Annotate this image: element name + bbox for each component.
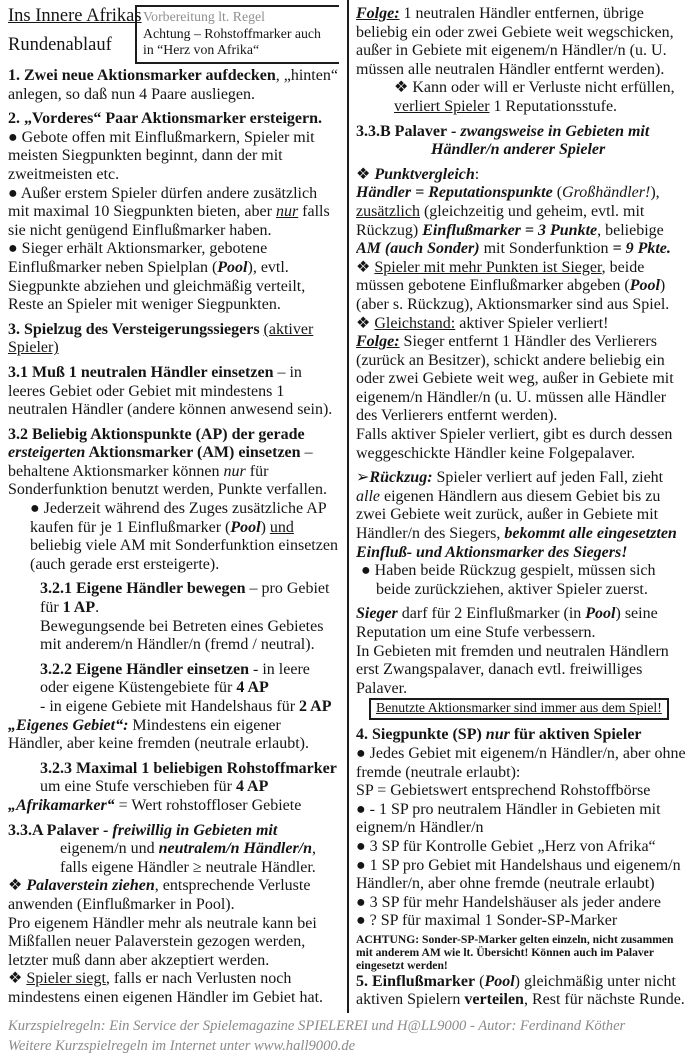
footer-line1: Kurzspielregeln: Ein Service der Spielemagazine SPIELEREI und H@LL9000 - Autor: Ferdinand Köther: [8, 1018, 626, 1034]
rule-3-2-2: [8, 661, 339, 698]
text-run: Pool: [585, 605, 616, 623]
bullet-sonder-sp: [356, 912, 690, 931]
text-run: Großhändler!: [562, 184, 651, 202]
text-run: 3.3.A Palaver: [8, 821, 100, 839]
rule-3-2-1-note: [8, 618, 339, 655]
text-run: mit Sonderfunktion: [479, 240, 613, 258]
text-run: darf für 2 Einflußmarker (in: [397, 605, 586, 623]
bullet-3-sp-kontrolle: [356, 838, 690, 857]
right-column: [356, 0, 690, 1015]
sieger-punkte-item: [356, 259, 690, 315]
page-title: Ins Innere Afrikas: [8, 6, 142, 26]
text-run: Pool: [230, 518, 261, 536]
text-run: 2. „Vorderes“ Paar Aktionsmarker ersteigern.: [8, 110, 323, 128]
right-column-paragraphs: [356, 5, 690, 1015]
text-run: nur: [223, 462, 246, 480]
text-run: Spieler verliert auf jeden Fall, zieht: [432, 469, 664, 487]
text-run: ACHTUNG: Sonder-SP-Marker gelten einzeln, nicht zusammen mit anderem AM wie lt. Übersicht! Können auch im Palaver eingesetzt werden!: [356, 932, 674, 973]
text-run: (: [552, 184, 563, 202]
text-run: Falls aktiver Spieler verliert, gibt es durch dessen weggeschickte Händler keine Folgepalaver.: [356, 426, 673, 462]
palaverstein-item: [8, 877, 339, 914]
preparation-note-line3: in “Herz von Afrika“: [143, 42, 260, 57]
text-run: - freiwillig in Gebieten mit: [99, 821, 278, 839]
zwangspalaver-note: [356, 643, 690, 680]
text-run: ) seine Reputation um eine Stufe verbessern.: [356, 605, 658, 641]
rule-3-3-a: [8, 822, 339, 841]
text-run: nur: [485, 726, 510, 744]
text-run: , falls er nach Verlusten noch mindestens einen eigenen Händler im Gebiet hat.: [8, 970, 324, 1006]
text-run: „Afrikamarker“: [8, 796, 115, 814]
text-run: und: [269, 518, 294, 536]
text-run: 4 AP: [235, 778, 269, 796]
text-run: neutralem/n Händler/n: [158, 840, 313, 858]
text-run: 3.2.2 Eigene Händler einsetzen: [40, 660, 250, 678]
text-run: 1 AP: [62, 599, 96, 617]
text-run: Gleichstand:: [374, 314, 456, 332]
achtung-note: [356, 933, 690, 973]
page-footer: [8, 1017, 688, 1056]
rule-2-heading: [8, 110, 339, 129]
text-run: ❖: [8, 877, 27, 895]
aktionsmarker-note-box: [369, 698, 669, 720]
text-run: ● Haben beide Rückzug gespielt, müssen sich beide zurückziehen, aktiver Spieler zuerst.: [361, 562, 656, 598]
text-run: – in leeres Gebiet oder Gebiet mit mindestens 1 neutralen Händler (andere können anwesend sein).: [8, 363, 333, 419]
text-run: Spieler mit mehr Punkten ist Sieger: [374, 258, 602, 276]
text-run: ● 1 SP pro Gebiet mit Handelshaus und eigenem/n Händler/n, aber ohne fremde (neutrale erlaubt): [356, 856, 681, 893]
text-run: Sieger entfernt 1 Händler des Verlierers (zurück an Besitzer), schickt andere beliebig ein oder zwei Gebiete weit weg, außer in Gebiete mit eigenem/n Händler/n (u. U. müssen alle Händler des Verlierers entfernt werden).: [356, 333, 674, 425]
bullet-1-sp-handelshaus: [356, 857, 690, 894]
rule-3-3-a-line3: [8, 859, 339, 878]
rule-3-heading: [8, 321, 339, 358]
text-run: - in leere oder eigene Küstengebiete für: [40, 660, 310, 697]
text-run: 5. Einflußmarker: [356, 972, 476, 990]
text-run: 1 Reputationsstufe.: [489, 97, 618, 115]
text-run: = Wert rohstoffloser Gebiete: [114, 796, 302, 814]
rule-3-3-a-line2: [8, 840, 339, 859]
text-run: falls eigene Händler ≥ neutrale Händler.: [60, 858, 316, 876]
rule-3-2-2-line2: [8, 698, 339, 717]
preparation-note-box: [135, 5, 339, 64]
text-run: Folge:: [356, 333, 400, 351]
text-run: ❖: [8, 970, 27, 988]
text-run: In Gebieten mit fremden und neutralen Händlern erst Zwangspalaver, danach evtl. freiwilliges: [356, 642, 669, 679]
text-run: Händler = Reputationspunkte: [356, 184, 553, 202]
rule-3-3-b: [356, 123, 690, 142]
text-run: 3.2.3 Maximal 1 beliebigen Rohstoffmarker: [40, 759, 337, 777]
text-run: alle: [356, 487, 380, 505]
text-run: ❖: [356, 314, 375, 332]
text-run: aktiver Spieler verliert!: [455, 314, 609, 332]
text-run: ): [260, 518, 270, 536]
rule-1-heading: [8, 67, 339, 104]
text-run: 3.2.1 Eigene Händler bewegen: [40, 580, 246, 598]
text-run: ersteigerten: [8, 444, 86, 462]
text-run: falls sie nicht genügend Einflußmarker haben.: [8, 203, 330, 239]
rueckzug-para: [356, 469, 690, 562]
text-run: bekommt alle eingesetzten Einfluß- und Aktionsmarker des Siegers!: [356, 525, 677, 561]
text-run: ❖: [356, 258, 375, 276]
left-column: [0, 0, 339, 1014]
text-run: (: [475, 972, 485, 990]
rule-3-2-3: [8, 760, 339, 797]
left-column-paragraphs: [8, 67, 339, 1008]
afrikamarker-note: [8, 797, 339, 816]
folge-sieger: [356, 333, 690, 426]
text-run: ) (aber s. Rückzug), Aktionsmarker sind aus Spiel.: [356, 277, 670, 313]
palaver-box-line: [356, 680, 690, 721]
text-run: ● Jedes Gebiet mit eigenem/n Händler/n, aber ohne fremde (neutrale erlaubt):: [356, 744, 686, 781]
text-run: , beide müssen gebotene Einflußmarker abgeben (: [356, 258, 645, 295]
text-run: „Eigenes Gebiet“:: [8, 716, 129, 734]
text-run: eigenen Händlern aus diesem Gebiet bis zu zwei Gebiete weit zurück, außer in Gebiete mit Händler/n des Siegers,: [356, 487, 661, 543]
text-run: ● Jederzeit während des Zuges zusätzliche AP kaufen für je 1 Einflußmarker (: [30, 500, 327, 536]
text-run: ● 3 SP für mehr Handelshäuser als jeder andere: [356, 893, 661, 911]
text-run: Palaverstein ziehen: [26, 877, 155, 895]
text-run: Aktionsmarker (AM) einsetzen: [85, 444, 301, 462]
text-run: 4. Siegpunkte (SP): [356, 726, 486, 744]
footer-line2: Weitere Kurzspielregeln im Internet unter www.hall9000.de: [8, 1037, 356, 1054]
text-run: verteilen: [464, 991, 524, 1009]
palaver-note: [8, 915, 339, 971]
text-run: Pool: [217, 258, 248, 276]
bullet-jedes-gebiet: [356, 745, 690, 782]
text-run: ● 3 SP für Kontrolle Gebiet „Herz von Afrika“: [356, 837, 656, 855]
text-run: ● ? SP für maximal 1 Sonder-SP-Marker: [356, 912, 618, 930]
text-run: = 9 Pkte.: [612, 240, 671, 258]
bullet-gebote: [8, 129, 339, 185]
text-run: Folge:: [356, 5, 400, 22]
folgepalaver-note: [356, 426, 690, 463]
text-run: Händler/n anderer Spieler: [431, 141, 606, 159]
text-run: ), evtl. Siegpunkte abziehen und gleichmäßig verteilt, Reste an Spieler mit weniger Siegpunkten.: [8, 258, 306, 314]
text-run: zusätzlich: [356, 202, 420, 220]
text-run: 3.3.B Palaver: [356, 122, 448, 140]
text-run: ❖ Kann oder will er Verluste nicht erfüllen,: [394, 79, 675, 97]
spieler-siegt-item: [8, 970, 339, 1007]
rule-3-3-b-line2: [356, 141, 690, 160]
text-run: für Sonderfunktion benutzt werden, Punkte verfallen.: [8, 462, 328, 499]
text-run: , Rest für nächste Runde.: [523, 991, 685, 1009]
text-run: SP = Gebietswert entsprechend Rohstoffbörse: [356, 782, 651, 800]
text-run: , beliebige: [597, 221, 664, 239]
text-run: , entsprechende Verluste anwenden (Einflußmarker in Pool).: [8, 877, 311, 913]
rule-4-heading: [356, 726, 690, 745]
text-run: Punktvergleich: [374, 165, 475, 183]
text-run: 3.2 Beliebig Aktionspunkte (AP) der gerade: [8, 425, 305, 443]
bullet-beide-rueckzug: [356, 562, 690, 599]
page-subtitle: Rundenablauf: [8, 35, 112, 55]
text-run: ● Sieger erhält Aktionsmarker, gebotene Einflußmarker neben Spielplan (: [8, 240, 268, 276]
text-run: für aktiven Spieler: [509, 726, 642, 744]
text-run: - zwangsweise in Gebieten mit: [447, 122, 650, 140]
text-run: – behaltene Aktionsmarker können: [8, 444, 313, 480]
text-run: – pro Gebiet für: [40, 580, 330, 617]
text-run: ● Gebote offen mit Einflußmarkern, Spieler mit meisten Siegpunkten beginnt, dann der mit zweitmeisten etc.: [8, 128, 315, 183]
text-run: 2 AP: [299, 698, 332, 715]
text-run: ),: [650, 184, 660, 202]
kann-verluste-item: [356, 79, 690, 116]
text-run: Spieler siegt: [26, 970, 106, 988]
folge-neutral: [356, 5, 690, 79]
rule-5-heading: [356, 973, 690, 1010]
text-run: ● - 1 SP pro neutralem Händler in Gebieten mit eignem/n Händler/n: [356, 800, 661, 837]
text-run: nur: [275, 203, 299, 221]
text-run: ) gleichmäßig unter nicht aktiven Spielern: [356, 972, 676, 1009]
text-run: verliert Spieler: [394, 97, 490, 115]
aktionsmarker-note-text: Benutzte Aktionsmarker sind immer aus dem Spiel!: [376, 700, 662, 716]
bullet-jederzeit: [8, 500, 339, 574]
text-run: , „hinten“ anlegen, so daß nun 4 Paare ausliegen.: [8, 67, 338, 103]
preparation-note-line1: Vorbereitung lt. Regel: [143, 9, 265, 24]
punktvergleich-item: [356, 166, 690, 185]
text-run: (gleichzeitig und geheim, evtl. mit Rückzug): [356, 202, 645, 239]
preparation-note-line2: Achtung – Rohstoffmarker auch: [143, 25, 321, 41]
text-run: Mindestens ein eigener Händler, aber keine fremden (neutrale erlaubt).: [8, 716, 309, 753]
text-run: Pro eigenem Händler mehr als neutrale kann bei Mißfallen neuer Palaverstein gezogen werden, letzter muß dann aber akzeptiert werden.: [8, 914, 317, 969]
text-run: 3. Spielzug des Versteigerungssiegers: [8, 320, 264, 338]
text-run: ,: [312, 840, 317, 858]
text-run: 1. Zwei neue Aktionsmarker aufdecken: [8, 67, 276, 84]
bullet-minus-1-sp: [356, 801, 690, 838]
text-run: :: [474, 165, 480, 183]
bullet-ausser: [8, 185, 339, 241]
page-header: [8, 4, 339, 61]
text-run: Pool: [484, 972, 515, 990]
gleichstand-item: [356, 315, 690, 334]
text-run: eigenem/n und: [60, 840, 159, 858]
text-run: Sieger: [356, 605, 398, 623]
text-run: ❖: [356, 165, 375, 183]
punktvergleich-detail: [356, 184, 690, 258]
bullet-sieger: [8, 240, 339, 314]
text-run: AM (auch Sonder): [356, 240, 480, 258]
text-run: Palaver.: [356, 679, 408, 697]
text-run: Pool: [629, 277, 660, 295]
text-run: beliebig viele AM mit Sonderfunktion einsetzen (auch gerade erst ersteigerte).: [30, 537, 338, 573]
text-run: .: [95, 599, 100, 617]
text-run: - in eigene Gebiete mit Handelshaus für: [40, 698, 300, 715]
column-divider-line: [347, 0, 349, 1013]
text-run: ➢: [356, 469, 370, 487]
bullet-3-sp-handelshaeuser: [356, 894, 690, 913]
text-run: 4 AP: [236, 679, 269, 697]
sieger-reputation: [356, 605, 690, 642]
text-run: (aktiver Spieler): [8, 320, 314, 357]
text-run: um eine Stufe verschieben für: [40, 778, 236, 796]
text-run: 3.1 Muß 1 neutralen Händler einsetzen: [8, 363, 274, 381]
rule-3-2: [8, 426, 339, 500]
rule-3-1: [8, 364, 339, 420]
sp-gebietswert: [356, 782, 690, 801]
eigenes-gebiet-note: [8, 717, 339, 754]
text-run: 1 neutralen Händler entfernen, übrige beliebig ein oder zwei Gebiete weit wegschicken, außer in Gebiete mit eigenem/n Händler/n (u. U. müssen alle neutralen Händler entfernt werden).: [356, 5, 674, 78]
text-run: Rückzug:: [369, 469, 433, 487]
rule-3-2-1: [8, 580, 339, 617]
text-run: Bewegungsende bei Betreten eines Gebietes mit anderem/n Händler/n (fremd / neutral).: [40, 617, 324, 654]
text-run: ● Außer erstem Spieler dürfen andere zusätzlich mit maximal 10 Siegpunkten bieten, aber: [8, 184, 318, 221]
text-run: Einflußmarker = 3 Punkte: [422, 221, 598, 239]
